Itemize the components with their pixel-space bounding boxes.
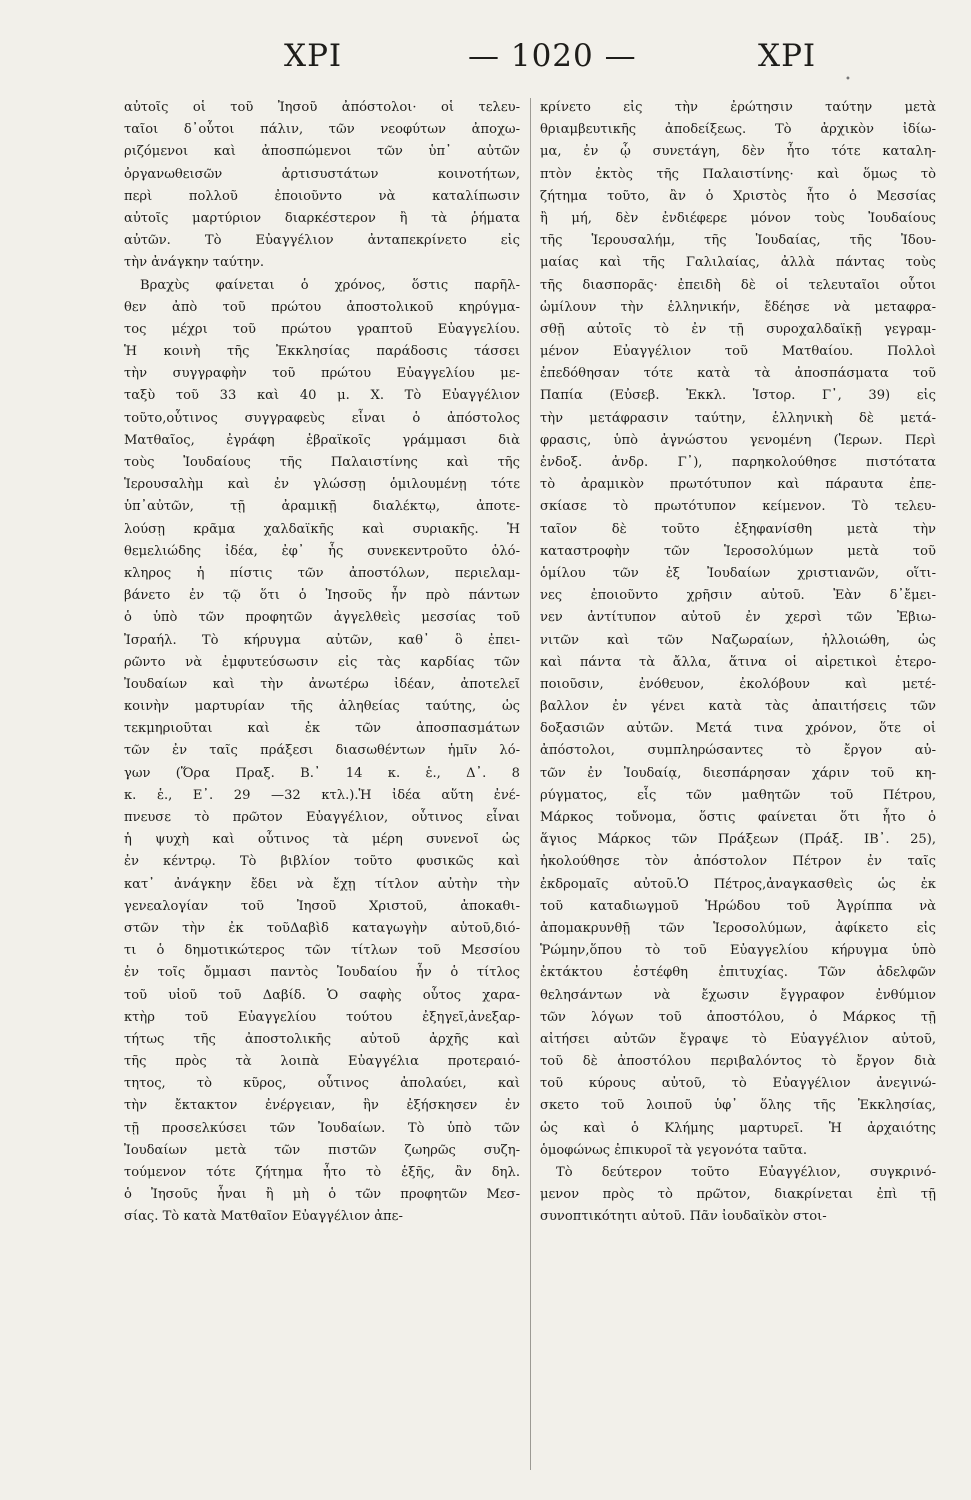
text-line: ἐπεδόθησαν τότε κατὰ τὰ ἀποσπάσματα τοῦ [540, 366, 936, 382]
text-line: ἐνδοξ. ἀνδρ. Γ᾽), παρηκολούθησε πιστότατα [540, 455, 936, 470]
text-line: τι ὁ δημοτικώτερος τῶν τίτλων τοῦ Μεσσίου [124, 943, 520, 959]
text-line: ἐκτάκτου ἐστέφθη ἐπιτυχίας. Τῶν ἀδελφῶν [540, 965, 936, 981]
running-header [0, 38, 971, 86]
text-line: ὁμίλου τῶν ἐξ Ἰουδαίων χριστιανῶν, οἵτι- [540, 565, 936, 581]
text-line: ἐν τοῖς ὄμμασι παντὸς Ἰουδαίου ἦν ὁ τίτλος [124, 965, 520, 981]
text-line: ὁ ὑπὸ τῶν προφητῶν ἀγγελθεὶς μεσσίας τοῦ [124, 610, 520, 626]
text-line: Ἡ κοινὴ τῆς Ἐκκλησίας παράδοσις τάσσει [124, 344, 520, 360]
text-line: ὡς καὶ ὁ Κλήμης μαρτυρεῖ. Ἡ ἀρχαιότης [540, 1120, 936, 1136]
text-line: γενεαλογίαν τοῦ Ἰησοῦ Χριστοῦ, ἀποκαθι- [124, 898, 520, 914]
text-line: Παπία (Εὐσεβ. Ἐκκλ. Ἱστορ. Γ᾽, 39) εἰς [540, 388, 936, 404]
text-line: αὐτῶν. Τὸ Εὐαγγέλιον ἀνταπεκρίνετο εἰς [124, 233, 520, 249]
text-line: ταῖον δὲ τοῦτο ἐξηφανίσθη μετὰ τὴν [540, 521, 936, 537]
text-line: τῆς διασπορᾶς· ἐπειδὴ δὲ οἱ τελευταῖοι οὗτοι [540, 277, 936, 293]
text-line: Ἰουδαίων καὶ τὴν ἀνωτέρω ἰδέαν, ἀποτελεῖ [124, 676, 520, 692]
column-divider [530, 98, 531, 1470]
text-line: Ἰουδαίων μετὰ τῶν πιστῶν ζωηρῶς συζη- [124, 1142, 520, 1158]
text-line: Μάρκος τοὔνομα, ὅστις φαίνεται ὅτι ἦτο ὁ [540, 810, 936, 825]
text-line: τῶν ἐν Ἰουδαίᾳ, διεσπάρησαν χάριν τοῦ κη- [540, 765, 936, 781]
text-line: βάνετο ἐν τῷ ὅτι ὁ Ἰησοῦς ἦν πρὸ πάντων [124, 588, 520, 604]
text-line: ταῖοι δ᾽οὗτοι πάλιν, τῶν νεοφύτων ἀποχω- [124, 122, 520, 138]
text-line: περὶ πολλοῦ ἐποιοῦντο νὰ καταλίπωσιν [124, 188, 520, 204]
text-line: Ματθαῖος, ἐγράφη ἑβραϊκοῖς γράμμασι διὰ [124, 432, 520, 448]
text-line: μα, ἐν ᾧ συνετάγη, δὲν ἦτο τότε καταλη- [540, 144, 936, 160]
text-line: κρίνετο εἰς τὴν ἐρώτησιν ταύτην μετὰ [540, 100, 936, 115]
text-line: τοῦ κύρους αὐτοῦ, τὸ Εὐαγγέλιον ἀνεγινώ- [540, 1076, 936, 1092]
text-line: ὁ Ἰησοῦς ἦναι ἢ μὴ ὁ τῶν προφητῶν Μεσ- [124, 1187, 520, 1203]
text-line: ἐκδρομαῖς αὐτοῦ.Ὁ Πέτρος,ἀναγκασθεὶς ὡς ἐκ [540, 876, 936, 892]
text-line: ποιοῦσιν, ἐνόθευον, ἐκολόβουν καὶ μετέ- [540, 676, 936, 692]
text-line: τοὺς Ἰουδαίους τῆς Παλαιστίνης καὶ τῆς [124, 455, 520, 470]
text-line: ρῶντο νὰ ἐμφυτεύσωσιν εἰς τὰς καρδίας τῶν [124, 654, 520, 670]
text-line: ριζόμενοι καὶ ἀποσπώμενοι τῶν ὑπ᾽ αὐτῶν [124, 144, 520, 160]
text-line: τὴν μετάφρασιν ταύτην, ἑλληνικὴ δὲ μετά- [540, 410, 936, 426]
text-line: ὑπ᾽αὐτῶν, τῇ ἀραμικῇ διαλέκτῳ, ἀποτε- [124, 499, 520, 515]
text-line: τητος, τὸ κῦρος, οὗτινος ἀπολαύει, καὶ [124, 1076, 520, 1092]
text-line: συνοπτικότητι αὐτοῦ. Πᾶν ἰουδαϊκὸν στοι- [540, 1209, 827, 1225]
text-line: τὴν ἀνάγκην ταύτην. [124, 255, 265, 271]
print-mark: • [845, 74, 851, 85]
text-line: τούμενον τότε ζήτημα ἦτο τὸ ἑξῆς, ἂν δηλ. [124, 1165, 520, 1180]
text-line: ταξὺ τοῦ 33 καὶ 40 μ. Χ. Τὸ Εὐαγγέλιον [124, 388, 520, 404]
text-line: τῆς Ἱερουσαλήμ, τῆς Ἰουδαίας, τῆς Ἰδου- [540, 233, 936, 249]
text-line: καὶ πάντα τὰ ἄλλα, ἅτινα οἱ αἱρετικοὶ ἑτερο- [540, 654, 936, 670]
page-number: — 1020 — [468, 38, 637, 74]
text-line: τεκμηριοῦται καὶ ἐκ τῶν ἀποσπασμάτων [124, 721, 520, 737]
text-line: Ἱερουσαλὴμ καὶ ἐν γλώσσῃ ὁμιλουμένῃ τότε [124, 477, 520, 493]
text-line: ὡμίλουν τὴν ἑλληνικήν, ἔδέησε νὰ μεταφρα- [540, 299, 936, 315]
text-line: ἢ μή, δὲν ἐνδιέφερε μόνον τοὺς Ἰουδαίους [540, 210, 936, 226]
text-line: κατ᾽ ἀνάγκην ἔδει νὰ ἔχῃ τίτλον αὐτὴν τὴν [124, 876, 520, 892]
text-line: τοῦ δὲ ἀποστόλου περιβαλόντος τὸ ἔργον διὰ [540, 1054, 936, 1070]
text-line: νιτῶν καὶ τῶν Ναζωραίων, ἠλλοιώθη, ὡς [540, 632, 936, 648]
text-line: κοινὴν μαρτυρίαν τῆς ἀληθείας ταύτης, ὡς [124, 699, 520, 715]
text-line: μενον πρὸς τὸ πρῶτον, διακρίνεται ἐπὶ τῇ [540, 1187, 936, 1203]
text-line: κτὴρ τοῦ Εὐαγγελίου τούτου ἐξηγεῖ,ἀνεξαρ- [124, 1009, 520, 1025]
text-line: σθῇ αὐτοῖς τὸ ἐν τῇ συροχαλδαϊκῇ γεγραμ- [540, 321, 936, 337]
text-line: θεμελιώδης ἰδέα, ἐφ᾽ ἧς συνεκεντροῦτο ὁλό- [124, 543, 520, 559]
text-line: σκετο τοῦ λοιποῦ ὑφ᾽ ὅλης τῆς Ἐκκλησίας, [540, 1098, 936, 1114]
text-line: σίας. Τὸ κατὰ Ματθαῖον Εὐαγγέλιον ἀπε- [124, 1209, 403, 1225]
text-line: ἠκολούθησε τὸν ἀπόστολον Πέτρον ἐν ταῖς [540, 854, 936, 870]
header-left-title: ΧΡΙ [284, 38, 343, 74]
text-line: τος μέχρι τοῦ πρώτου γραπτοῦ Εὐαγγελίου. [124, 321, 520, 337]
text-line: καταστροφὴν τῶν Ἱεροσολύμων μετὰ τοῦ [540, 543, 936, 559]
text-line: τῶν ἐν ταῖς πράξεσι διασωθέντων ἡμῖν λό- [124, 743, 520, 759]
right-text-column [540, 97, 936, 1229]
text-line: ὁμοφώνως ἐπικυροῖ τὰ γεγονότα ταῦτα. [540, 1142, 807, 1158]
text-line: τὴν συγγραφὴν τοῦ πρώτου Εὐαγγελίου με- [124, 366, 520, 382]
text-line: θριαμβευτικῆς ἀποδείξεως. Τὸ ἀρχικὸν ἰδίω- [540, 122, 936, 138]
text-line: θεν ἀπὸ τοῦ πρώτου ἀποστολικοῦ κηρύγμα- [124, 299, 520, 315]
text-line: δοξασιῶν αὐτῶν. Μετά τινα χρόνον, ὅτε οἱ [540, 721, 936, 737]
text-line: ἅγιος Μάρκος τῶν Πράξεων (Πράξ. ΙΒ᾽. 25), [540, 832, 936, 848]
text-line: τῇ προσελκύσει τῶν Ἰουδαίων. Τὸ ὑπὸ τῶν [124, 1120, 520, 1136]
text-line: ρύγματος, εἷς τῶν μαθητῶν τοῦ Πέτρου, [540, 787, 936, 803]
text-line: Ἰσραήλ. Τὸ κήρυγμα αὐτῶν, καθ᾽ ὃ ἐπει- [124, 632, 520, 648]
text-line: νεν ἀντίτυπον αὐτοῦ ἐν χερσὶ τῶν Ἐβιω- [540, 610, 936, 626]
text-line: ἐν κέντρῳ. Τὸ βιβλίον τοῦτο φυσικῶς καὶ [124, 854, 520, 870]
text-line: φρασις, ὑπὸ ἀγνώστου γενομένη (Ἱερων. Περὶ [540, 432, 936, 448]
left-text-column [124, 97, 520, 1229]
text-line: στῶν τὴν ἐκ τοῦΔαβὶδ καταγωγὴν αὐτοῦ,διό- [124, 920, 520, 936]
text-line: νες ἐποιοῦντο χρῆσιν αὐτοῦ. Ἐὰν δ᾽ἔμει- [540, 588, 936, 604]
text-line: πτὸν ἐκτὸς τῆς Παλαιστίνης· καὶ ὅμως τὸ [540, 166, 936, 182]
text-line: τήτως τῆς ἀποστολικῆς αὐτοῦ ἀρχῆς καὶ [124, 1031, 520, 1047]
header-right-title: ΧΡΙ [758, 38, 817, 74]
text-line: γων (Ὅρα Πραξ. Β.᾽ 14 κ. ἑ., Δ᾽. 8 [124, 765, 520, 781]
text-line: τοῦ υἱοῦ τοῦ Δαβίδ. Ὁ σαφὴς οὗτος χαρα- [124, 987, 520, 1003]
text-line: ζήτημα τοῦτο, ἂν ὁ Χριστὸς ἦτο ὁ Μεσσίας [540, 188, 936, 204]
text-line: κληρος ἡ πίστις τῶν ἀποστόλων, περιελαμ- [124, 565, 520, 581]
text-line: Ῥώμην,ὅπου τὸ τοῦ Εὐαγγελίου κήρυγμα ὑπὸ [540, 943, 936, 959]
text-line: σκίασε τὸ πρωτότυπον κείμενον. Τὸ τελευ- [540, 499, 936, 515]
text-line: ἀπόστολοι, συμπληρώσαντες τὸ ἔργον αὐ- [540, 743, 936, 759]
text-line: λούσῃ κρᾶμα χαλδαϊκῆς καὶ συριακῆς. Ἡ [124, 521, 520, 537]
text-line: μένον Εὐαγγέλιον τοῦ Ματθαίου. Πολλοὶ [540, 344, 936, 360]
text-line: τοῦτο,οὗτινος συγγραφεὺς εἶναι ὁ ἀπόστολος [124, 410, 520, 426]
text-line: βαλλον ἐν γένει κατὰ τὰς ἀπαιτήσεις τῶν [540, 699, 936, 715]
text-line: αὐτοῖς οἱ τοῦ Ἰησοῦ ἀπόστολοι· οἱ τελευ- [124, 100, 520, 115]
text-line: τῆς πρὸς τὰ λοιπὰ Εὐαγγέλια προτεραιό- [124, 1054, 520, 1070]
text-line: μαίας καὶ τῆς Γαλιλαίας, ἀλλὰ πάντας τοὺς [540, 255, 936, 271]
text-line: τὴν ἔκτακτον ἐνέργειαν, ἣν ἐξήσκησεν ἐν [124, 1098, 520, 1114]
text-line: κ. ἑ., Ε᾽. 29 —32 κτλ.).Ἡ ἰδέα αὕτη ἐνέ- [124, 787, 520, 803]
text-line: ὀργανωθεισῶν ἀρτισυστάτων κοινοτήτων, [124, 166, 520, 182]
text-line: αἰτήσει αὐτῶν ἔγραψε τὸ Εὐαγγέλιον αὐτοῦ, [540, 1031, 936, 1047]
text-line: αὐτοῖς μαρτύριον διαρκέστερον ἢ τὰ ῥήματα [124, 210, 520, 226]
text-line: θελησάντων νὰ ἔχωσιν ἔγγραφον ἐνθύμιον [540, 987, 936, 1003]
text-line: ἡ ψυχὴ καὶ οὗτινος τὰ μέρη συνενοῖ ὡς [124, 832, 520, 848]
text-line: τοῦ καταδιωγμοῦ Ἡρώδου τοῦ Ἀγρίππα νὰ [540, 898, 936, 914]
text-line: τῶν λόγων τοῦ ἀποστόλου, ὁ Μάρκος τῇ [540, 1009, 936, 1025]
text-line: ἀπομακρυνθῇ τῶν Ἱεροσολύμων, ἀφίκετο εἰς [540, 920, 936, 936]
text-line: Βραχὺς φαίνεται ὁ χρόνος, ὅστις παρῆλ- [140, 277, 520, 293]
text-line: Τὸ δεύτερον τοῦτο Εὐαγγέλιον, συγκρινό- [556, 1165, 936, 1180]
text-line: πνευσε τὸ πρῶτον Εὐαγγέλιον, οὗτινος εἶναι [124, 810, 520, 825]
text-line: τὸ ἀραμικὸν πρωτότυπον καὶ πάραυτα ἐπε- [540, 477, 936, 493]
